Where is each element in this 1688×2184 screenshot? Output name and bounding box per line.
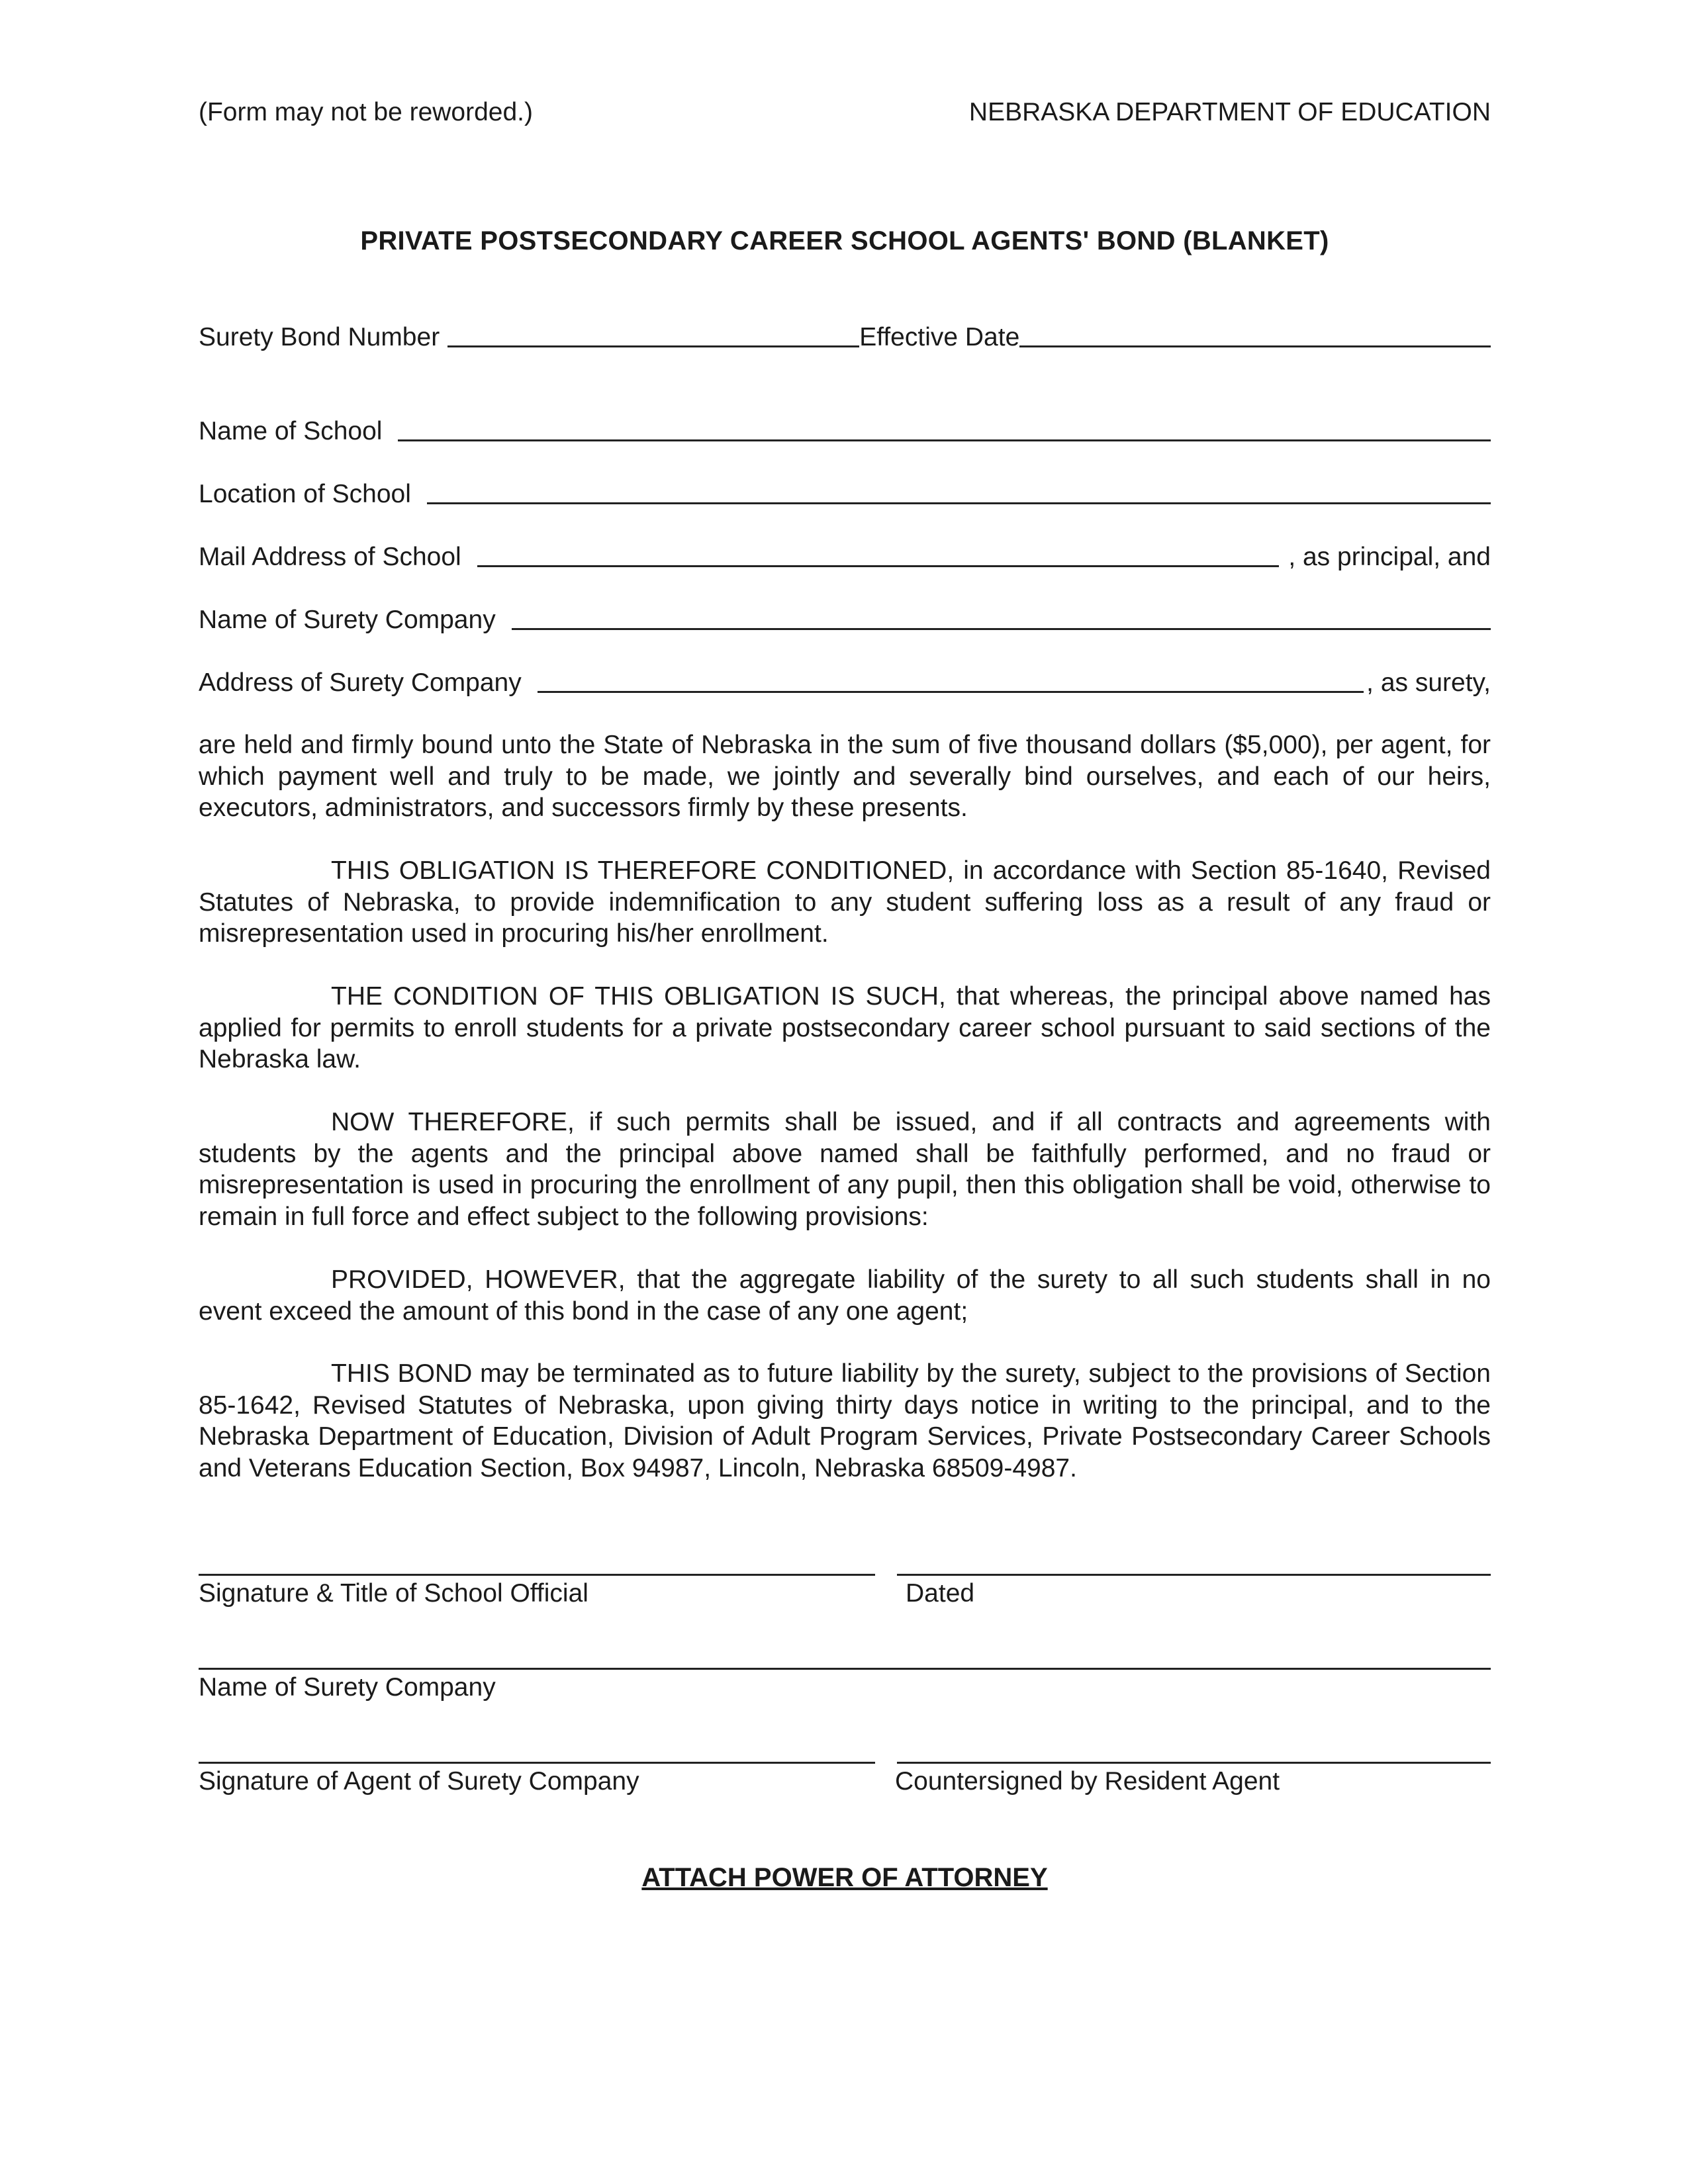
surety-agent-signature-line[interactable] [199, 1762, 875, 1764]
surety-company-name-label: Name of Surety Company [199, 606, 496, 634]
paragraph-now-therefore [199, 1107, 1491, 1232]
paragraph-obligation-conditioned [199, 855, 1491, 950]
resident-agent-signature-label: Countersigned by Resident Agent [895, 1767, 1280, 1796]
form-title: PRIVATE POSTSECONDARY CAREER SCHOOL AGENTS' BOND (BLANKET) [360, 226, 1329, 255]
surety-company-name-signature-line[interactable] [199, 1668, 1491, 1670]
bond-form-page [199, 0, 1491, 2184]
surety-company-address-row [199, 666, 1491, 698]
effective-date-label: Effective Date [859, 323, 1020, 351]
location-of-school-row [199, 477, 1491, 510]
paragraph-termination [199, 1358, 1491, 1484]
surety-company-name-field[interactable] [512, 603, 1491, 630]
form-note: (Form may not be reworded.) [199, 98, 534, 126]
paragraph-termination-text: THIS BOND may be terminated as to future liability by the surety, subject to the provisions of Section 85-1642, Revised Statutes of Nebraska, upon giving thirty days notice in writing to the principal, and to the Nebraska Department of Education, Division of Adult Program Services, Private Postsecondary Career Schools and Veterans Education Section, Box 94987, Lincoln, Nebraska 68509-4987. [199, 1359, 1491, 1482]
location-of-school-field[interactable] [427, 477, 1491, 504]
header [199, 98, 1491, 127]
effective-date-field[interactable] [1019, 320, 1491, 347]
department-name: NEBRASKA DEPARTMENT OF EDUCATION [968, 98, 1491, 126]
surety-bond-number-label: Surety Bond Number [199, 323, 440, 351]
dated-line[interactable] [897, 1574, 1491, 1576]
bond-number-row [199, 320, 1491, 353]
school-official-signature-label: Signature & Title of School Official [199, 1579, 588, 1608]
school-official-signature-line[interactable] [199, 1574, 875, 1576]
mail-address-field[interactable] [477, 540, 1280, 567]
mail-address-row [199, 540, 1491, 572]
paragraph-provided-however [199, 1264, 1491, 1327]
dated-label: Dated [906, 1579, 975, 1608]
mail-address-label: Mail Address of School [199, 543, 461, 571]
paragraph-obligation-conditioned-text: THIS OBLIGATION IS THEREFORE CONDITIONED, in accordance with Section 85-1640, Revised Statutes of Nebraska, to provide indemnification to any student suffering loss as a result of any fraud or misrepresentation used in procuring his/her enrollment. [199, 856, 1491, 948]
resident-agent-signature-line[interactable] [897, 1762, 1491, 1764]
surety-bond-number-field[interactable] [447, 320, 859, 347]
name-of-school-field[interactable] [398, 414, 1491, 441]
as-principal-text: , as principal, and [1288, 543, 1491, 571]
paragraph-provided-however-text: PROVIDED, HOWEVER, that the aggregate liability of the surety to all such students shall in no event exceed the amount of this bond in the case of any one agent; [199, 1265, 1491, 1326]
surety-company-name-row [199, 603, 1491, 635]
surety-company-address-field[interactable] [538, 666, 1364, 693]
paragraph-bound: are held and firmly bound unto the State of Nebraska in the sum of five thousand dollars ($5,000), per agent, for which payment well and truly to be made, we jointly and severally bind ourselves, and each of our heirs, executors, administrators, and successors firmly by these presents. [199, 731, 1491, 822]
as-surety-text: , as surety, [1366, 668, 1491, 697]
location-of-school-label: Location of School [199, 480, 411, 508]
name-of-school-label: Name of School [199, 417, 383, 445]
paragraph-now-therefore-text: NOW THEREFORE, if such permits shall be issued, and if all contracts and agreements with students by the agents and the principal above named shall be faithfully performed, and no fraud or misrepresentation is used in procuring the enrollment of any pupil, then this obligation shall be void, otherwise to remain in full force and effect subject to the following provisions: [199, 1108, 1491, 1231]
surety-agent-signature-label: Signature of Agent of Surety Company [199, 1767, 639, 1796]
paragraph-condition-text: THE CONDITION OF THIS OBLIGATION IS SUCH, that whereas, the principal above named has applied for permits to enroll students for a private postsecondary career school pursuant to said sections of the Nebraska law. [199, 982, 1491, 1073]
name-of-school-row [199, 414, 1491, 447]
surety-company-name-signature-label: Name of Surety Company [199, 1673, 496, 1702]
surety-company-address-label: Address of Surety Company [199, 668, 522, 697]
paragraph-condition [199, 981, 1491, 1075]
attach-power-of-attorney: ATTACH POWER OF ATTORNEY [641, 1863, 1048, 1892]
